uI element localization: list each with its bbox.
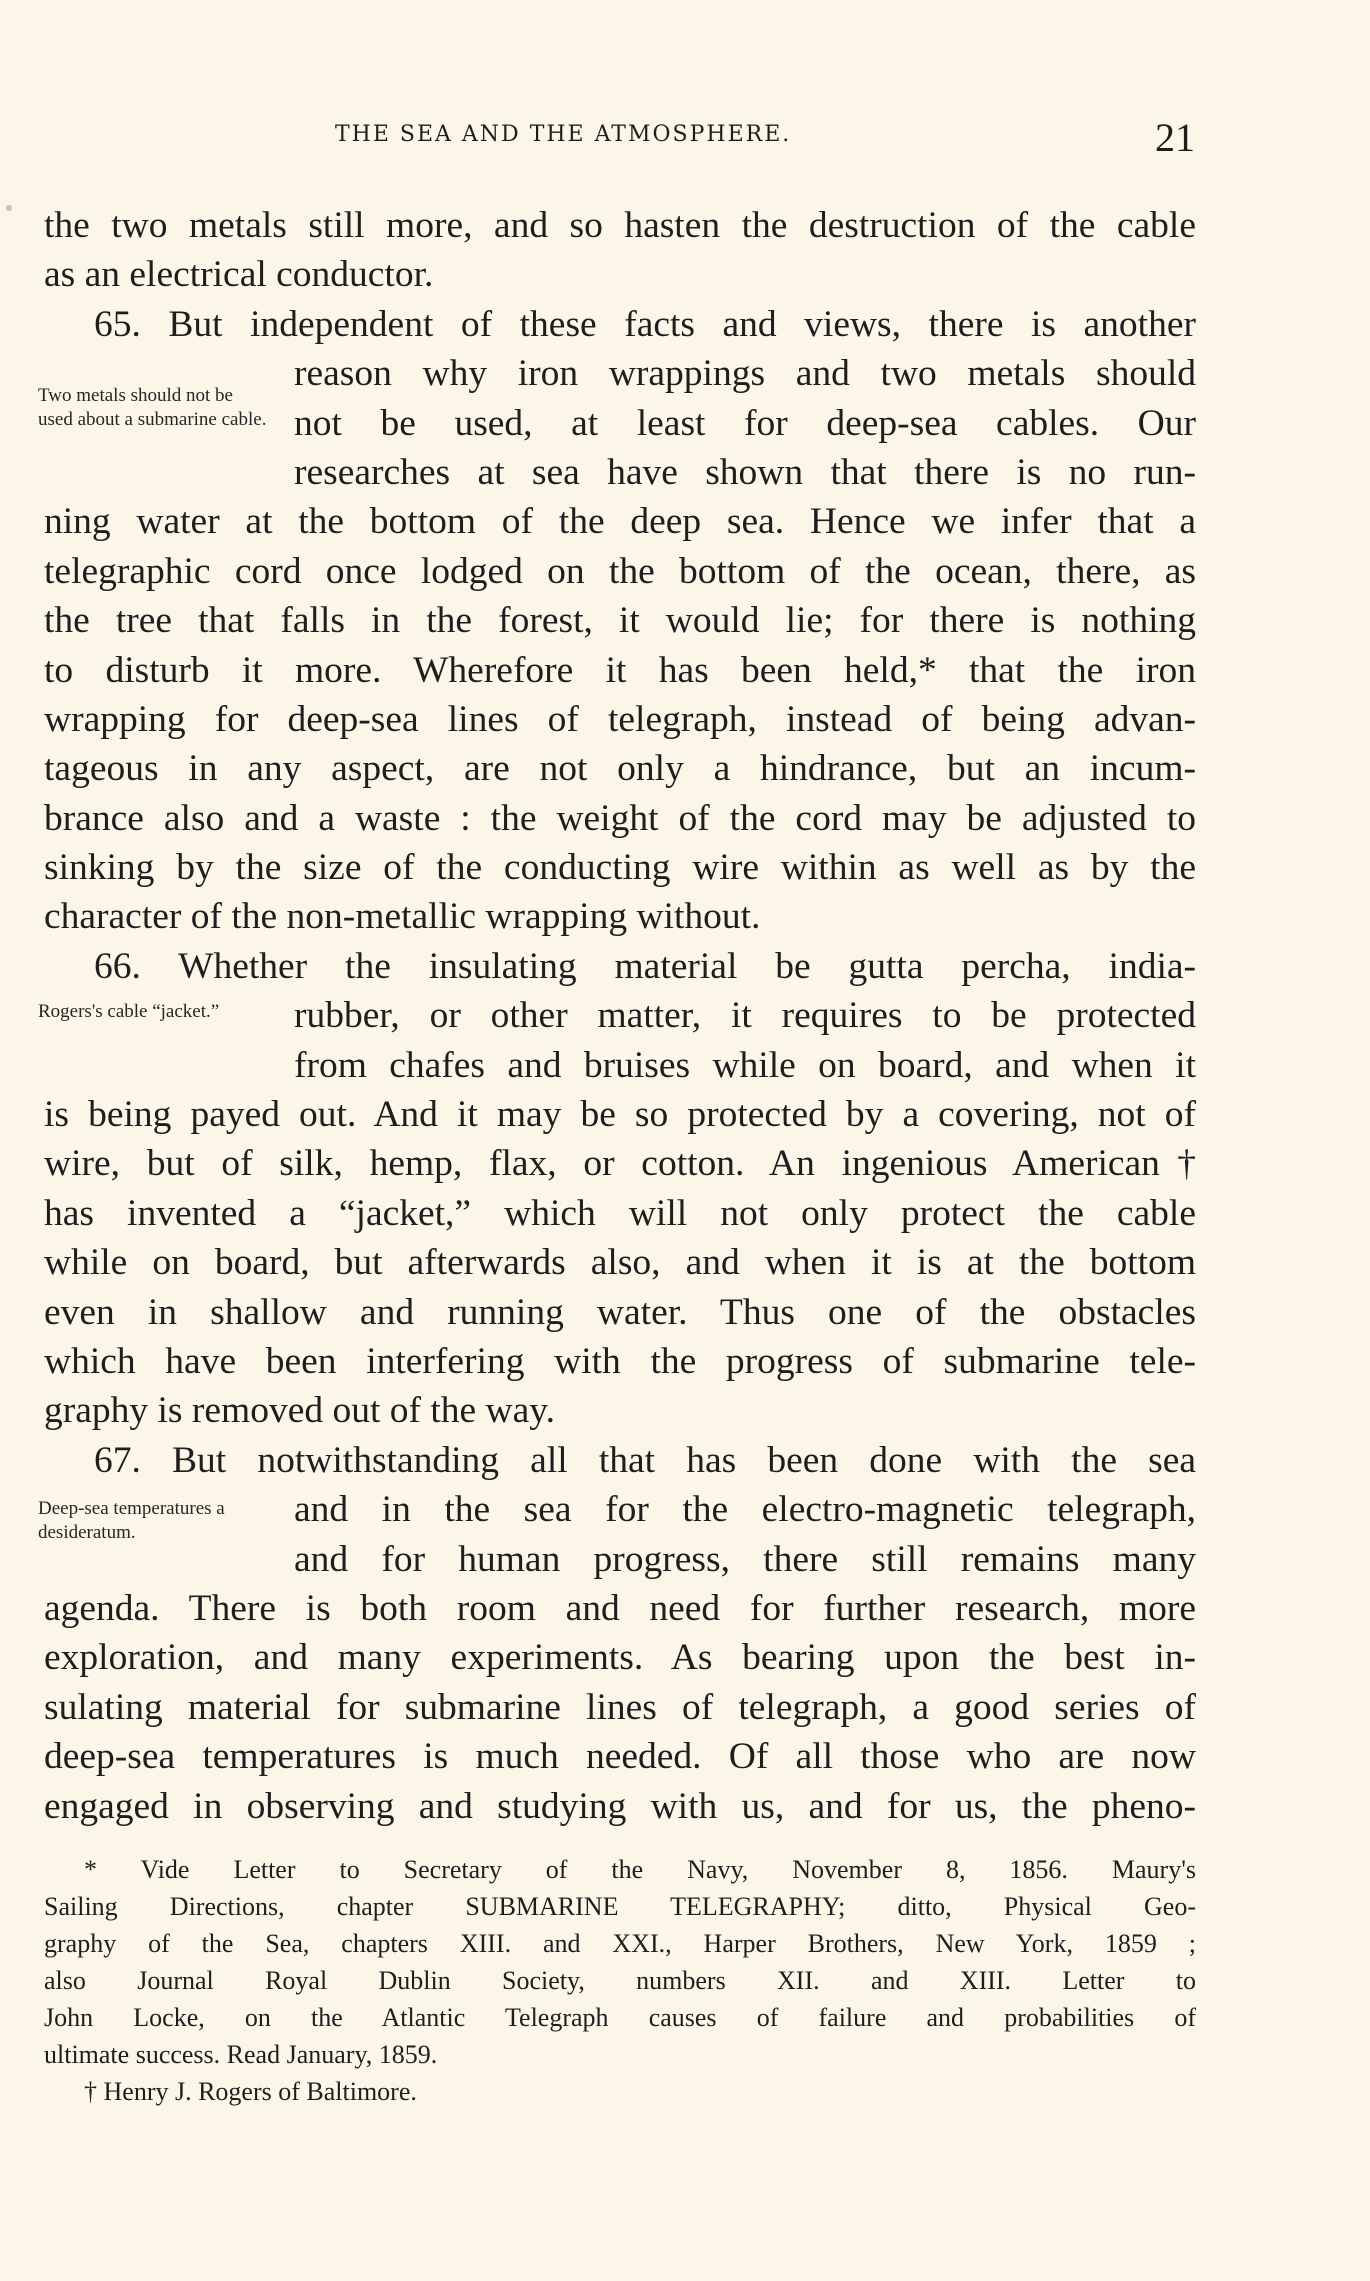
text-line: even in shallow and running water. Thus one of the obstacles xyxy=(44,1291,1196,1333)
text-line: deep-sea temperatures is much needed. Of all those who are now xyxy=(44,1736,1196,1778)
text-line: while on board, but afterwards also, and when it is at the bottom xyxy=(44,1242,1196,1284)
text-line: and for human progress, there still remains many xyxy=(294,1538,1196,1580)
footnote-line: ultimate success. Read January, 1859. xyxy=(44,2040,438,2069)
ink-speck xyxy=(6,205,12,211)
footnote-line: † Henry J. Rogers of Baltimore. xyxy=(84,2077,417,2106)
footnote-line: graphy of the Sea, chapters XIII. and XXI., Harper Brothers, New York, 1859 ; xyxy=(44,1929,1196,1958)
footnote-line: John Locke, on the Atlantic Telegraph causes of failure and probabilities of xyxy=(44,2003,1196,2032)
text-line: exploration, and many experiments. As bearing upon the best in- xyxy=(44,1637,1196,1679)
margin-note-two-metals: Two metals should not be used about a submarine cable. xyxy=(38,385,267,430)
text-line: ning water at the bottom of the deep sea. Hence we infer that a xyxy=(44,501,1196,543)
text-line: has invented a “jacket,” which will not only protect the cable xyxy=(44,1192,1196,1234)
text-line: which have been interfering with the progress of submarine tele- xyxy=(44,1340,1196,1382)
text-line: wrapping for deep-sea lines of telegraph, instead of being advan- xyxy=(44,698,1196,740)
paragraph-66-start: 66. Whether the insulating material be gutta percha, india- xyxy=(94,945,1196,987)
text-line: and in the sea for the electro-magnetic telegraph, xyxy=(294,1489,1196,1531)
text-line: tageous in any aspect, are not only a hindrance, but an incum- xyxy=(44,748,1196,790)
text-line: from chafes and bruises while on board, and when it xyxy=(294,1044,1196,1086)
text-line: researches at sea have shown that there is no run- xyxy=(294,451,1196,493)
text-line: rubber, or other matter, it requires to be protected xyxy=(294,995,1196,1037)
margin-note-rogers-jacket: Rogers's cable “jacket.” xyxy=(38,1001,220,1022)
text-line: agenda. There is both room and need for further research, more xyxy=(44,1587,1196,1629)
text-line: graphy is removed out of the way. xyxy=(44,1390,555,1432)
text-line: sulating material for submarine lines of telegraph, a good series of xyxy=(44,1686,1196,1728)
footnotes xyxy=(44,1851,1196,2110)
text-line: the two metals still more, and so hasten the destruction of the cable xyxy=(44,205,1196,246)
text-line: to disturb it more. Wherefore it has been held,* that the iron xyxy=(44,649,1196,691)
text-line: the tree that falls in the forest, it would lie; for there is nothing xyxy=(44,600,1196,642)
paragraph-67-start: 67. But notwithstanding all that has been done with the sea xyxy=(94,1439,1196,1481)
text-line: character of the non-metallic wrapping without. xyxy=(44,896,761,938)
text-line: engaged in observing and studying with us, and for us, the pheno- xyxy=(44,1785,1196,1827)
page-header xyxy=(335,115,1195,160)
text-line: telegraphic cord once lodged on the bottom of the ocean, there, as xyxy=(44,550,1196,592)
footnote-line: * Vide Letter to Secretary of the Navy, November 8, 1856. Maury's xyxy=(84,1855,1196,1884)
footnote-line: Sailing Directions, chapter SUBMARINE TELEGRAPHY; ditto, Physical Geo- xyxy=(44,1892,1196,1921)
text-line: as an electrical conductor. xyxy=(44,254,434,296)
margin-note-deep-sea-temperatures: Deep-sea temperatures a desideratum. xyxy=(38,1498,225,1543)
text-line: wire, but of silk, hemp, flax, or cotton. An ingenious American† xyxy=(44,1143,1196,1185)
text-line: is being payed out. And it may be so protected by a covering, not of xyxy=(44,1094,1196,1136)
text-line: not be used, at least for deep-sea cables. Our xyxy=(294,402,1196,444)
running-title: THE SEA AND THE ATMOSPHERE. xyxy=(335,122,792,147)
text-line: sinking by the size of the conducting wire within as well as by the xyxy=(44,847,1196,889)
paragraph-65-start: 65. But independent of these facts and views, there is another xyxy=(94,303,1196,345)
footnote-line: also Journal Royal Dublin Society, numbers XII. and XIII. Letter to xyxy=(44,1966,1196,1995)
page-number: 21 xyxy=(1155,115,1195,160)
body-text xyxy=(44,201,1196,1831)
text-line: reason why iron wrappings and two metals should xyxy=(294,353,1196,395)
text-line: brance also and a waste : the weight of the cord may be adjusted to xyxy=(44,797,1196,839)
